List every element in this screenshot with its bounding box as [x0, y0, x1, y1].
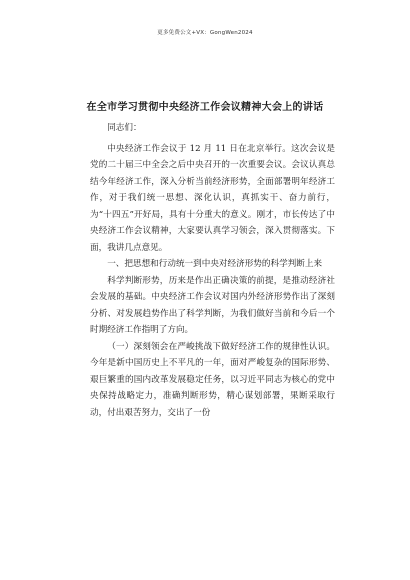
paragraph-subsection-1: （一）深刻领会在严峻挑战下做好经济工作的规律性认识。今年是新中国历史上不平凡的一年，面对严峻复杂的国际形势、艰巨繁重的国内改革发展稳定任务，以习近平同志为核心的党中央保持战略定力，准确判断形势，精心谋划部署，果断采取行动，付出艰苦努力，交出了一份: [90, 341, 335, 418]
paragraph-intro: 中央经济工作会议于 12 月 11 日在北京举行。这次会议是党的二十届三中全会之后中央召开的一次重要会议。会议认真总结今年经济工作，深入分析当前经济形势，全面部署明年经济工作，对于我们统一思想、深化认识，真抓实干、奋力前行，为“十四五”开好局，具有十分重大的意义。刚才，市长传达了中央经济工作会议精神，大家要认真学习领会，深入贯彻落实。下面，我讲几点意见。: [90, 143, 335, 253]
header-note: 更多免费公文+VX：GongWen2024: [157, 30, 253, 36]
salutation: 同志们：: [107, 123, 142, 133]
section-heading-1: 一、把思想和行动统一到中央对经济形势的科学判断上来: [107, 259, 323, 269]
document-title: 在全市学习贯彻中央经济工作会议精神大会上的讲话: [86, 102, 324, 113]
document-body: [90, 120, 335, 421]
paragraph-judgment: 科学判断形势，历来是作出正确决策的前提，是推动经济社会发展的基础。中央经济工作会议对国内外经济形势作出了深刻分析、对发展趋势作出了科学判断，为我们做好当前和今后一个时期经济工作指明了方向。: [90, 275, 335, 335]
